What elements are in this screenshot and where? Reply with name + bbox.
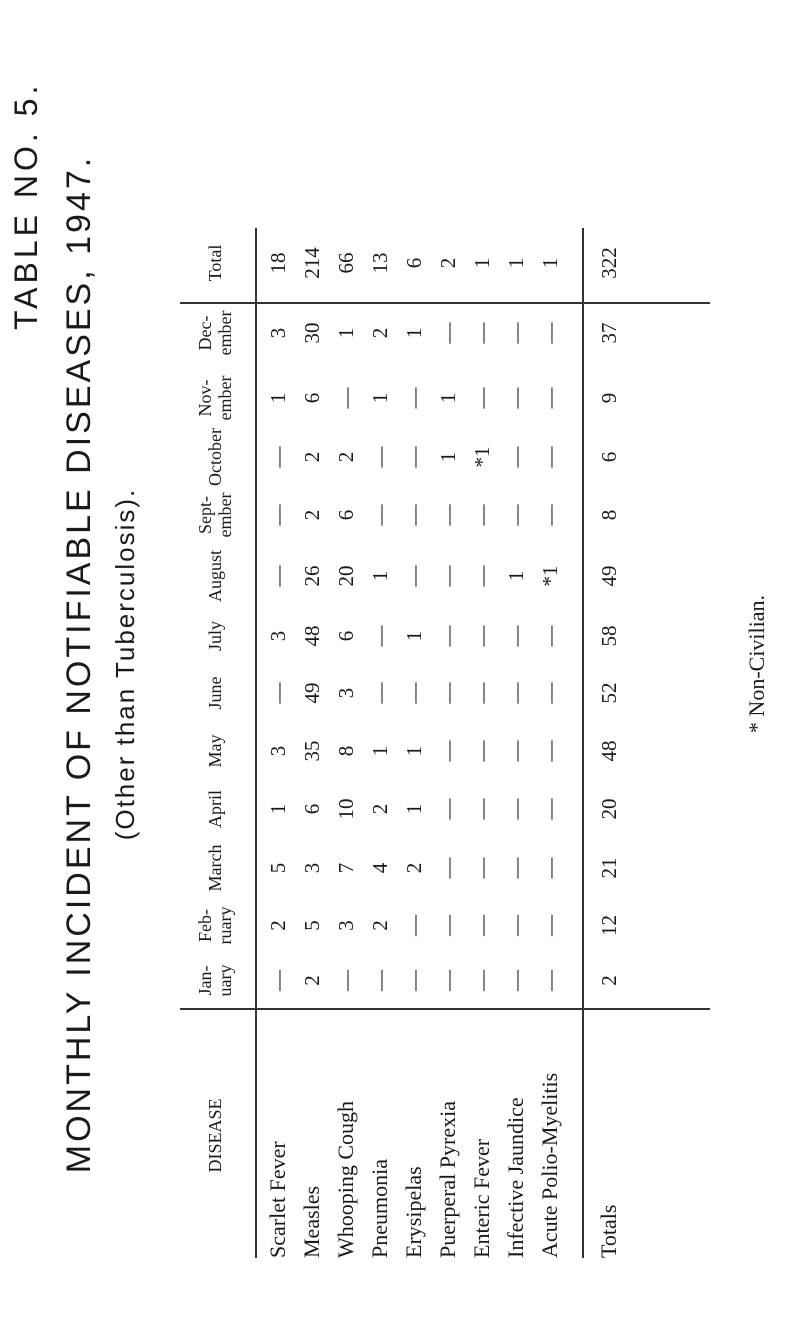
totals-cell: 2 (596, 975, 621, 986)
row-total: 1 (537, 257, 562, 269)
row-total: 2 (435, 257, 460, 269)
table-cell: — (401, 504, 426, 526)
table-cell: — (469, 915, 494, 936)
table-cell: — (367, 504, 392, 526)
row-total: 13 (367, 252, 392, 274)
totals-cell: 9 (596, 392, 621, 404)
table-cell: 3 (299, 862, 324, 874)
page-title: MONTHLY INCIDENT OF NOTIFIABLE DISEASES, 1947. (60, 154, 98, 1174)
table-cell: 1 (435, 451, 460, 463)
table-cell: — (333, 970, 358, 991)
table-cell: 6 (333, 630, 358, 642)
table-cell: — (503, 740, 528, 762)
table-cell: 1 (503, 570, 528, 582)
table-cell: 3 (333, 687, 358, 699)
totals-cell: 52 (596, 682, 621, 704)
table-cell: — (265, 970, 290, 991)
table-cell: 1 (367, 392, 392, 404)
table-cell: 3 (265, 327, 290, 339)
table-cell: 5 (299, 920, 324, 931)
row-label: Whooping Cough (333, 1100, 358, 1258)
rule-label-divider (180, 1008, 710, 1010)
totals-label: Totals (596, 1204, 621, 1258)
table-cell: — (503, 798, 528, 820)
table-cell: — (401, 387, 426, 409)
header-month: Sept- ember (195, 492, 235, 538)
table-cell: — (537, 857, 562, 879)
table-cell: 35 (299, 740, 324, 762)
table-cell: — (537, 970, 562, 991)
table-cell: — (401, 446, 426, 468)
table-cell: 3 (333, 920, 358, 931)
header-total: Total (205, 244, 225, 282)
table-cell: 2 (333, 451, 358, 463)
rule-totals-top (582, 228, 584, 1258)
table-cell: 1 (401, 745, 426, 757)
header-month: Nov- ember (195, 375, 235, 421)
table-cell: — (469, 798, 494, 820)
table-cell: 2 (265, 920, 290, 931)
table-cell: 4 (367, 862, 392, 874)
table-cell: — (503, 387, 528, 409)
row-total: 214 (299, 247, 324, 279)
table-cell: — (435, 798, 460, 820)
table-cell: — (537, 322, 562, 344)
table-cell: 2 (299, 975, 324, 986)
table-cell: 8 (333, 745, 358, 757)
table-cell: 5 (265, 862, 290, 874)
table-cell: — (537, 446, 562, 468)
table-cell: — (503, 322, 528, 344)
header-month: April (205, 790, 225, 828)
header-month: June (205, 676, 225, 710)
table-cell: — (503, 857, 528, 879)
totals-cell: 6 (596, 451, 621, 463)
row-total: 66 (333, 252, 358, 274)
table-cell: — (367, 446, 392, 468)
row-label: Infective Jaundice (503, 1097, 528, 1258)
table-cell: — (435, 682, 460, 704)
footnote: * Non-Civilian. (744, 594, 769, 734)
totals-cell: 48 (596, 740, 621, 762)
table-cell: — (469, 970, 494, 991)
table-cell: — (503, 504, 528, 526)
rule-header-bottom (255, 228, 257, 1258)
table-cell: — (367, 970, 392, 991)
table-cell: — (367, 625, 392, 647)
totals-cell: 49 (596, 565, 621, 587)
table-cell: 1 (265, 392, 290, 404)
table-cell: 2 (367, 920, 392, 931)
totals-cell: 12 (596, 915, 621, 936)
totals-cell: 58 (596, 625, 621, 647)
table-cell: — (333, 387, 358, 409)
table-cell: — (435, 322, 460, 344)
row-label: Measles (299, 1185, 324, 1258)
rule-total-column (180, 302, 710, 304)
table-cell: 1 (367, 745, 392, 757)
table-cell: 1 (265, 803, 290, 815)
table-cell: 6 (299, 803, 324, 815)
table-cell: — (435, 625, 460, 647)
table-cell: 1 (401, 803, 426, 815)
table-cell: 1 (401, 630, 426, 642)
table-cell: 10 (333, 798, 358, 820)
table-cell: — (401, 970, 426, 991)
header-month: Dec- ember (195, 310, 235, 356)
header-month: Feb- ruary (195, 906, 235, 945)
table-cell: — (503, 446, 528, 468)
table-cell: — (435, 504, 460, 526)
table-cell: 2 (299, 451, 324, 463)
table-cell: 30 (299, 322, 324, 344)
table-cell: 3 (265, 745, 290, 757)
totals-cell: 20 (596, 798, 621, 820)
row-total: 6 (401, 257, 426, 269)
table-cell: 1 (333, 327, 358, 339)
table-cell: — (435, 740, 460, 762)
table-cell: 1 (435, 392, 460, 404)
table-cell: — (503, 915, 528, 936)
header-month: Jan- uary (195, 964, 235, 997)
header-month: October (205, 428, 225, 486)
header-disease: DISEASE (205, 1098, 225, 1173)
table-cell: — (537, 387, 562, 409)
table-cell: *1 (469, 446, 494, 468)
table-cell: — (537, 625, 562, 647)
totals-cell: 8 (596, 509, 621, 521)
table-cell: — (469, 387, 494, 409)
table-cell: — (537, 682, 562, 704)
row-label: Scarlet Fever (265, 1141, 290, 1258)
table-cell: 6 (333, 509, 358, 521)
table-cell: — (469, 682, 494, 704)
table-cell: — (265, 504, 290, 526)
table-cell: *1 (537, 565, 562, 587)
row-total: 1 (503, 257, 528, 269)
table-cell: — (537, 915, 562, 936)
table-cell: 2 (299, 509, 324, 521)
row-total: 18 (265, 252, 290, 274)
table-cell: — (469, 322, 494, 344)
row-label: Pneumonia (367, 1159, 392, 1258)
grand-total: 322 (596, 247, 621, 279)
table-cell: 2 (401, 862, 426, 874)
table-cell: — (401, 565, 426, 587)
table-cell: 20 (333, 565, 358, 587)
totals-cell: 21 (596, 857, 621, 879)
table-cell: — (469, 857, 494, 879)
table-cell: 1 (401, 327, 426, 339)
table-number: TABLE NO. 5. (8, 81, 44, 330)
header-month: July (205, 621, 225, 652)
table-cell: — (469, 625, 494, 647)
table-cell: 6 (299, 392, 324, 404)
header-month: August (205, 550, 225, 603)
row-label: Erysipelas (401, 1166, 426, 1258)
table-cell: — (367, 682, 392, 704)
table-cell: 2 (367, 327, 392, 339)
table-cell: 2 (367, 803, 392, 815)
table-cell: 1 (367, 570, 392, 582)
row-label: Acute Polio-Myelitis (537, 1072, 562, 1258)
table-cell: 48 (299, 625, 324, 647)
row-label: Enteric Fever (469, 1138, 494, 1258)
table-cell: 3 (265, 630, 290, 642)
table-cell: — (435, 857, 460, 879)
row-total: 1 (469, 257, 494, 269)
table-cell: — (435, 565, 460, 587)
table-cell: — (503, 970, 528, 991)
table-cell: — (401, 915, 426, 936)
table-cell: — (435, 970, 460, 991)
table-cell: — (469, 565, 494, 587)
table-cell: — (537, 740, 562, 762)
table-cell: — (537, 798, 562, 820)
table-cell: — (435, 915, 460, 936)
table-cell: — (469, 504, 494, 526)
table-cell: — (265, 682, 290, 704)
table-cell: — (265, 565, 290, 587)
table-cell: — (469, 740, 494, 762)
table-cell: — (537, 504, 562, 526)
row-label: Puerperal Pyrexia (435, 1101, 460, 1258)
table-cell: 7 (333, 862, 358, 874)
page-subtitle: (Other than Tuberculosis). (110, 487, 140, 841)
table-cell: — (401, 682, 426, 704)
table-cell: — (265, 446, 290, 468)
totals-cell: 37 (596, 322, 621, 344)
table-cell: — (503, 625, 528, 647)
table-cell: 49 (299, 682, 324, 704)
table-cell: — (503, 682, 528, 704)
header-month: March (205, 844, 225, 892)
header-month: May (205, 734, 225, 768)
table-cell: 26 (299, 565, 324, 587)
